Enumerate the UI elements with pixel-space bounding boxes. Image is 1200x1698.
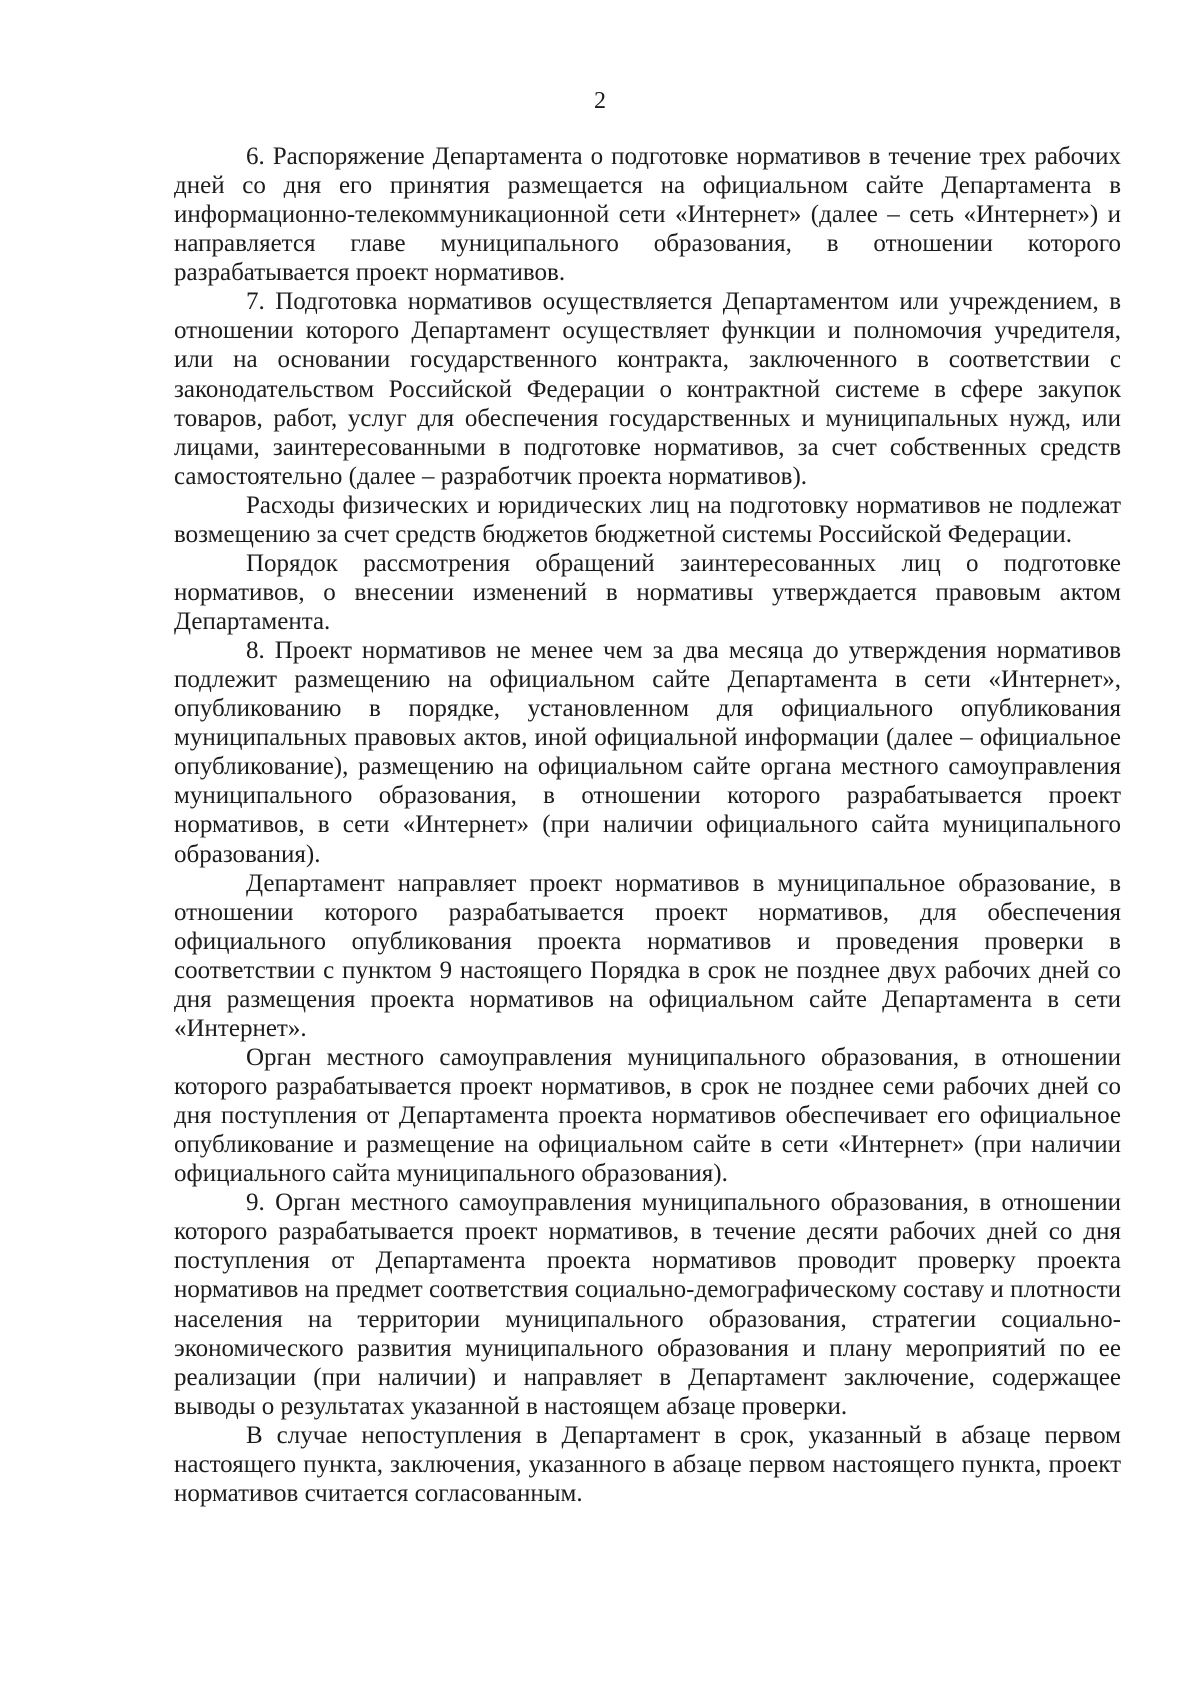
paragraph-expenses: Расходы физических и юридических лиц на подготовку нормативов не подлежат возмещению за счет средств бюджетов бюджетной системы Российской Федерации. — [174, 491, 1121, 548]
paragraph-item-8: 8. Проект нормативов не менее чем за два месяца до утверждения нормативов подлежит размещению на официальном сайте Департамента в сети «Интернет», опубликованию в порядке, установленном для официального опубликования муниципальных правовых актов, иной официальной информации (далее – официальное опубликование), размещению на официальном сайте органа местного самоуправления муниципального образования, в отношении которого разрабатывается проект нормативов, в сети «Интернет» (при наличии официального сайта муниципального образования). — [174, 637, 1121, 868]
paragraph-non-receipt: В случае непоступления в Департамент в срок, указанный в абзаце первом настоящего пункта, заключения, указанного в абзаце первом настоящего пункта, проект нормативов считается согласованным. — [174, 1421, 1121, 1507]
document-body — [174, 142, 1121, 1508]
page-number: 2 — [594, 88, 606, 114]
paragraph-department-sends: Департамент направляет проект нормативов в муниципальное образование, в отношении которого разрабатывается проект нормативов, для обеспечения официального опубликования проекта нормативов и проведения проверки в соответствии с пунктом 9 настоящего Порядка в срок не позднее двух рабочих дней со дня размещения проекта нормативов на официальном сайте Департамента в сети «Интернет». — [174, 869, 1121, 1042]
paragraph-local-authority: Орган местного самоуправления муниципального образования, в отношении которого разрабатывается проект нормативов, в срок не позднее семи рабочих дней со дня поступления от Департамента проекта нормативов обеспечивает его официальное опубликование и размещение на официальном сайте в сети «Интернет» (при наличии официального сайта муниципального образования). — [174, 1043, 1121, 1188]
paragraph-item-9: 9. Орган местного самоуправления муниципального образования, в отношении которого разрабатывается проект нормативов, в течение десяти рабочих дней со дня поступления от Департамента проекта нормативов проводит проверку проекта нормативов на предмет соответствия социально-демографическому составу и плотности населения на территории муниципального образования, стратегии социально-экономического развития муниципального образования и плану мероприятий по ее реализации (при наличии) и направляет в Департамент заключение, содержащее выводы о результатах указанной в настоящем абзаце проверки. — [174, 1189, 1121, 1420]
paragraph-procedure: Порядок рассмотрения обращений заинтересованных лиц о подготовке нормативов, о внесении изменений в нормативы утверждается правовым актом Департамента. — [174, 549, 1121, 635]
paragraph-item-6: 6. Распоряжение Департамента о подготовке нормативов в течение трех рабочих дней со дня его принятия размещается на официальном сайте Департамента в информационно-телекоммуникационной сети «Интернет» (далее – сеть «Интернет») и направляется главе муниципального образования, в отношении которого разрабатывается проект нормативов. — [174, 143, 1121, 287]
paragraph-item-7: 7. Подготовка нормативов осуществляется Департаментом или учреждением, в отношении которого Департамент осуществляет функции и полномочия учредителя, или на основании государственного контракта, заключенного в соответствии с законодательством Российской Федерации о контрактной системе в сфере закупок товаров, работ, услуг для обеспечения государственных и муниципальных нужд, или лицами, заинтересованными в подготовке нормативов, за счет собственных средств самостоятельно (далее – разработчик проекта нормативов). — [174, 288, 1121, 490]
